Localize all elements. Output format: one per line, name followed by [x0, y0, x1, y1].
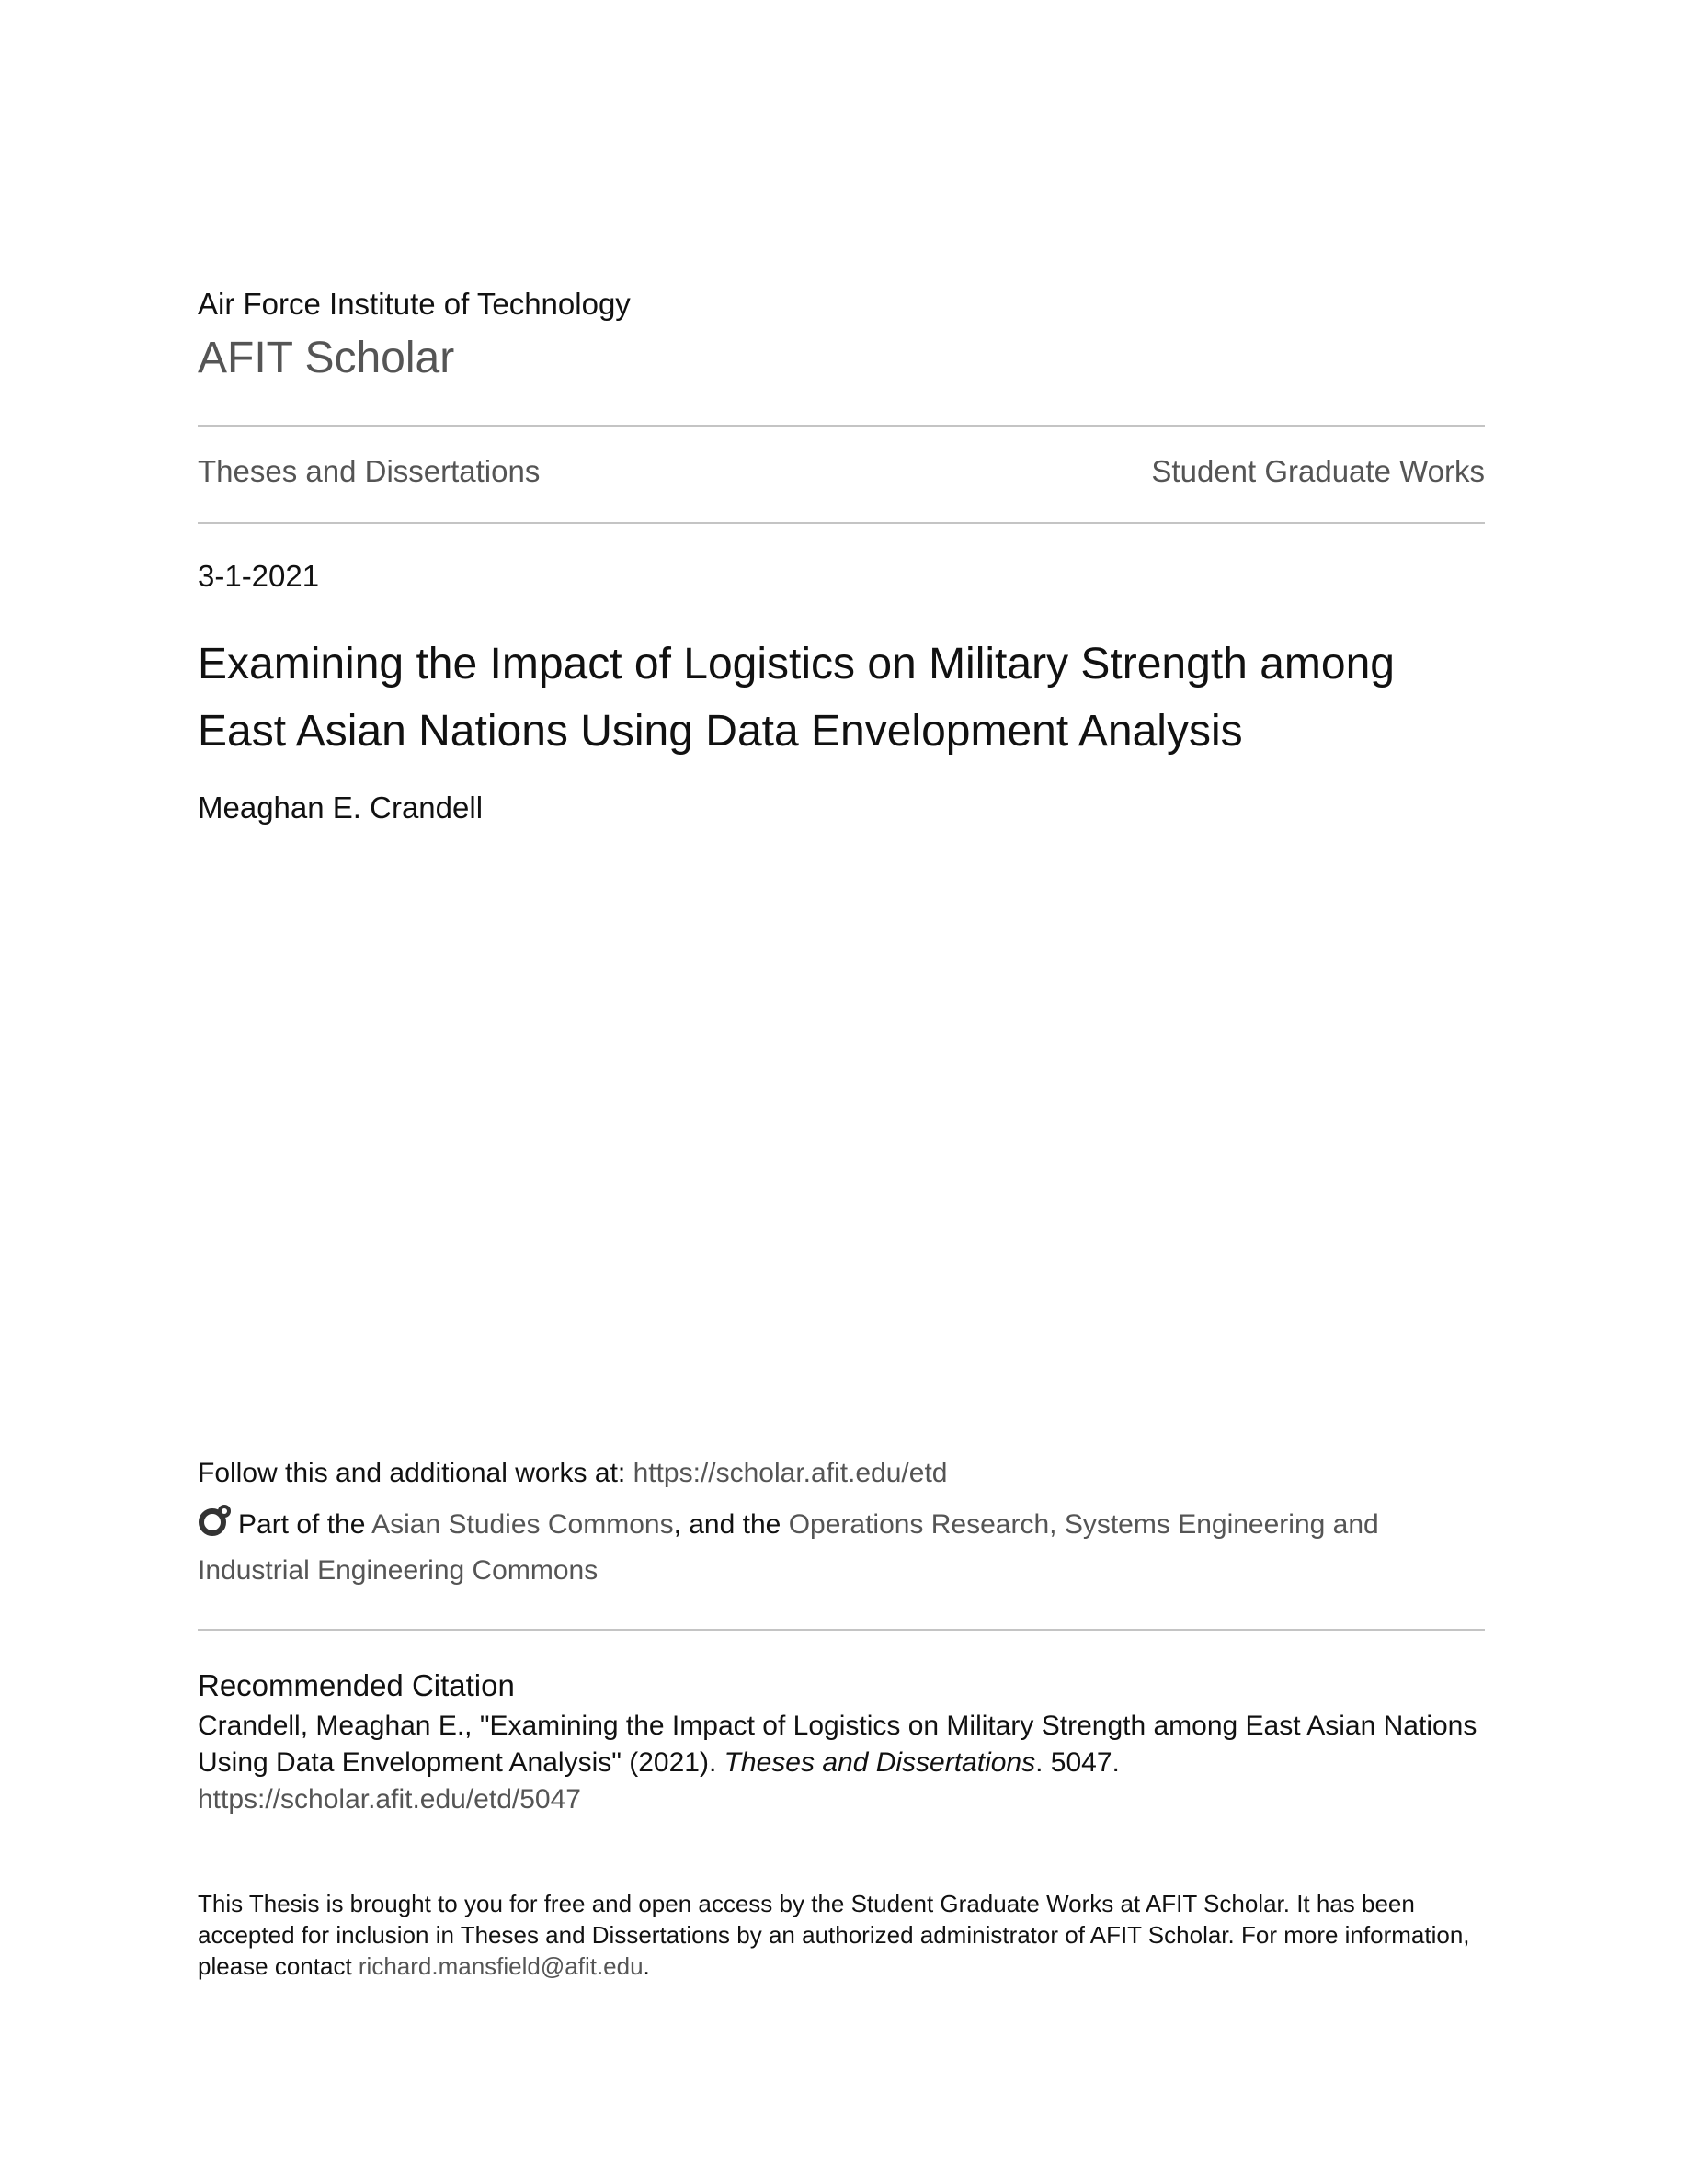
part-of-prefix: Part of the [238, 1509, 372, 1540]
operations-research-commons-link[interactable]: Operations Research, Systems Engineering and Industrial Engineering Commons [198, 1509, 1379, 1586]
citation-text [198, 1708, 1485, 1818]
follow-line [198, 1458, 947, 1489]
access-note-end: . [643, 1952, 650, 1980]
cover-page [198, 0, 1485, 2184]
community-link[interactable]: Student Graduate Works [1151, 454, 1485, 488]
citation-body: Crandell, Meaghan E., "Examining the Impact of Logistics on Military Strength among East Asian Nations Using Data Envelopment Analysis" (2021). [198, 1711, 1477, 1778]
network-commons-icon [198, 1503, 233, 1538]
access-note-text: This Thesis is brought to you for free and open access by the Student Graduate Works at AFIT Scholar. It has been accepted for inclusion in Theses and Dissertations by an authorized administrator of AFIT Scholar. For more information, please contact [198, 1890, 1470, 1980]
divider [198, 522, 1485, 524]
part-of-joiner: , and the [673, 1509, 789, 1540]
author-name: Meaghan E. Crandell [198, 791, 484, 825]
part-of-line [198, 1502, 1485, 1594]
breadcrumb [198, 454, 1485, 489]
institution-name: Air Force Institute of Technology [198, 287, 631, 321]
contact-email-link[interactable]: richard.mansfield@afit.edu [358, 1952, 644, 1980]
collection-link[interactable]: Theses and Dissertations [198, 454, 541, 488]
collection-url-link[interactable]: https://scholar.afit.edu/etd [633, 1458, 948, 1488]
divider [198, 1629, 1485, 1631]
asian-studies-commons-link[interactable]: Asian Studies Commons [371, 1509, 674, 1540]
citation-series: Theses and Dissertations [724, 1747, 1036, 1778]
repository-link[interactable]: AFIT Scholar [198, 334, 455, 382]
document-title: Examining the Impact of Logistics on Military Strength among East Asian Nations Using Data Envelopment Analysis [198, 640, 1395, 756]
follow-label: Follow this and additional works at: [198, 1458, 633, 1488]
citation-number: . 5047. [1035, 1747, 1120, 1778]
divider [198, 425, 1485, 427]
open-access-note [198, 1888, 1485, 1982]
publication-date: 3-1-2021 [198, 559, 320, 593]
citation-url-link[interactable]: https://scholar.afit.edu/etd/5047 [198, 1784, 581, 1814]
citation-heading: Recommended Citation [198, 1668, 515, 1702]
